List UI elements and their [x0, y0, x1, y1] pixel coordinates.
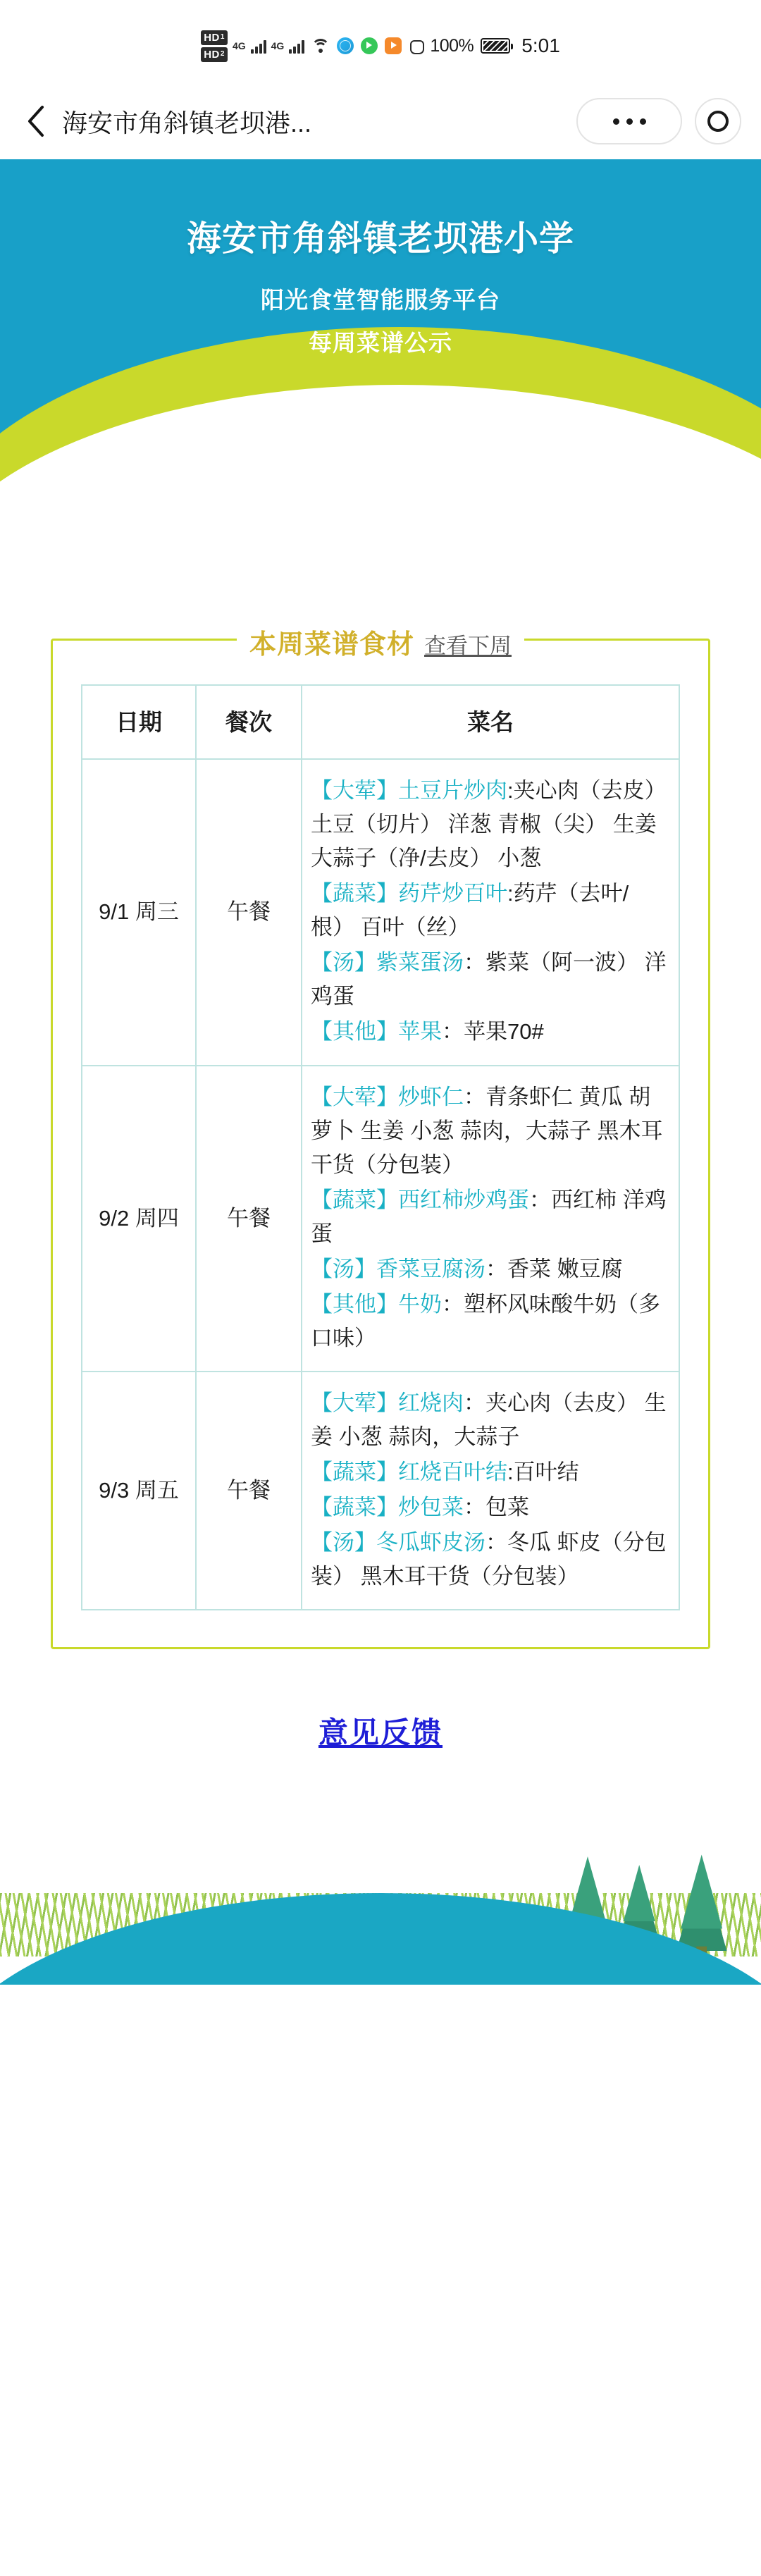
table-row	[82, 1372, 679, 1610]
table-row	[82, 759, 679, 1065]
nav-actions	[576, 98, 741, 144]
dish-tag: 【汤】	[311, 950, 376, 975]
battery-icon	[481, 38, 510, 54]
dish-name: 紫菜蛋汤	[376, 950, 464, 975]
dish-ingredients: 夹心肉（去皮） 生姜 小葱 蒜肉，大蒜子	[311, 1390, 667, 1449]
hd-sub-1: 1	[220, 33, 225, 41]
nav-bar	[0, 83, 761, 159]
dish-name: 药芹炒百叶	[398, 881, 507, 906]
dish-ingredients: 香菜 嫩豆腐	[507, 1256, 623, 1281]
battery-percent: 100%	[430, 35, 474, 56]
signal-bars-icon-2	[289, 38, 304, 54]
dish-ingredients: 苹果70#	[464, 1019, 544, 1044]
dish-ingredients: 药芹（去叶/根） 百叶（丝）	[311, 881, 629, 940]
dish-name: 苹果	[398, 1019, 442, 1044]
dish-ingredients: 百叶结	[513, 1459, 579, 1484]
dish-ingredients: 夹心肉（去皮） 土豆（切片） 洋葱 青椒（尖） 生姜 大蒜子（净/去皮） 小葱	[311, 778, 667, 871]
dish-name: 红烧肉	[398, 1390, 464, 1415]
dish-name: 牛奶	[398, 1291, 442, 1317]
dish-separator: ：	[529, 1187, 551, 1212]
dish-item	[311, 1288, 670, 1355]
dish-name: 红烧百叶结	[398, 1459, 507, 1484]
dish-separator: ：	[485, 1530, 507, 1555]
dish-tag: 【其他】	[311, 1291, 398, 1317]
header-banner	[0, 159, 761, 596]
media-play-icon	[361, 37, 378, 54]
table-header-row	[82, 685, 679, 759]
panel-header	[237, 622, 524, 661]
cell-dishes	[302, 759, 679, 1065]
dish-tag: 【蔬菜】	[311, 1187, 398, 1212]
banner-text-block	[0, 159, 761, 358]
dish-name: 炒虾仁	[398, 1084, 464, 1109]
chevron-left-icon	[26, 105, 46, 137]
dish-tag: 【汤】	[311, 1256, 376, 1281]
table-row	[82, 1066, 679, 1372]
network-type-1: 4G	[232, 40, 246, 51]
dish-tag: 【蔬菜】	[311, 1459, 398, 1484]
dish-separator: ：	[464, 1084, 485, 1109]
dish-separator: ：	[464, 950, 485, 975]
dish-ingredients: 青条虾仁 黄瓜 胡萝卜 生姜 小葱 蒜肉，大蒜子 黑木耳干货（分包装）	[311, 1084, 663, 1177]
cell-meal: 午餐	[196, 1066, 302, 1372]
dish-item	[311, 1526, 670, 1594]
close-miniprogram-button[interactable]	[695, 98, 741, 144]
hd-badges	[201, 30, 228, 62]
feedback-link[interactable]: 意见反馈	[318, 1716, 443, 1750]
menu-panel	[51, 630, 710, 1649]
banner-subtitle: 每周菜谱公示	[309, 330, 452, 356]
dish-ingredients: 塑杯风味酸牛奶（多口味）	[311, 1291, 660, 1350]
dish-separator: :	[507, 1459, 514, 1484]
cell-dishes	[302, 1066, 679, 1372]
dish-separator: ：	[464, 1495, 485, 1520]
dish-item	[311, 1252, 670, 1286]
wifi-icon	[311, 39, 330, 53]
dish-name: 土豆片炒肉	[398, 778, 507, 803]
clock: 5:01	[521, 35, 560, 56]
dish-ingredients: 冬瓜 虾皮（分包装） 黑木耳干货（分包装）	[311, 1530, 667, 1589]
cell-meal: 午餐	[196, 759, 302, 1065]
dish-name: 冬瓜虾皮汤	[376, 1530, 485, 1555]
cell-dishes	[302, 1372, 679, 1610]
school-name: 海安市角斜镇老坝港小学	[186, 220, 574, 258]
dish-item	[311, 1455, 670, 1489]
dish-separator: ：	[464, 1390, 485, 1415]
dish-tag: 【蔬菜】	[311, 1495, 398, 1520]
page-title: 海安市角斜镇老坝港...	[62, 108, 312, 137]
dish-item	[311, 1386, 670, 1454]
footer-illustration	[0, 1816, 761, 1985]
column-header-dish: 菜名	[302, 685, 679, 759]
hd-sim2-icon	[201, 47, 228, 62]
dish-item	[311, 1015, 670, 1049]
dish-name: 香菜豆腐汤	[376, 1256, 485, 1281]
dish-tag: 【大荤】	[311, 1084, 398, 1109]
dish-tag: 【大荤】	[311, 1390, 398, 1415]
dish-item	[311, 946, 670, 1013]
dish-item	[311, 1183, 670, 1251]
dish-ingredients: 紫菜（阿一波） 洋鸡蛋	[311, 950, 667, 1009]
hd-label-1: HD	[204, 31, 220, 44]
back-button[interactable]	[20, 105, 52, 137]
dish-separator: :	[507, 778, 514, 803]
signal-bars-icon-1	[251, 38, 266, 54]
dish-tag: 【蔬菜】	[311, 881, 398, 906]
dish-separator: ：	[485, 1256, 507, 1281]
dish-ingredients: 包菜	[485, 1495, 529, 1520]
dish-name: 炒包菜	[398, 1495, 464, 1520]
browser-icon	[337, 37, 354, 54]
cell-date: 9/3 周五	[82, 1372, 196, 1610]
dish-item	[311, 1080, 670, 1182]
dish-item	[311, 1491, 670, 1524]
dish-tag: 【其他】	[311, 1019, 398, 1044]
dish-separator: ：	[442, 1291, 464, 1317]
more-options-button[interactable]	[576, 98, 682, 144]
more-dots-icon	[640, 118, 646, 125]
column-header-meal: 餐次	[196, 685, 302, 759]
dish-tag: 【大荤】	[311, 778, 398, 803]
hd-sub-2: 2	[220, 50, 225, 58]
dish-item	[311, 877, 670, 944]
dish-name: 西红柿炒鸡蛋	[398, 1187, 529, 1212]
dish-separator: ：	[442, 1019, 464, 1044]
feedback-section	[0, 1710, 761, 1752]
dish-item	[311, 774, 670, 875]
status-bar	[0, 0, 761, 83]
hd-sim1-icon	[201, 30, 228, 45]
network-type-2: 4G	[271, 40, 285, 51]
cell-date: 9/2 周四	[82, 1066, 196, 1372]
cell-date: 9/1 周三	[82, 759, 196, 1065]
sim-indicators	[201, 30, 304, 62]
column-header-date: 日期	[82, 685, 196, 759]
more-dots-icon	[626, 118, 633, 125]
video-play-icon	[385, 37, 402, 54]
alarm-icon	[409, 38, 423, 54]
menu-table	[81, 684, 680, 1610]
cell-meal: 午餐	[196, 1372, 302, 1610]
more-dots-icon	[613, 118, 619, 125]
dish-separator: :	[507, 881, 514, 906]
dish-tag: 【汤】	[311, 1530, 376, 1555]
dish-ingredients: 西红柿 洋鸡蛋	[311, 1187, 667, 1246]
hd-label-2: HD	[204, 48, 220, 61]
main-content	[0, 630, 761, 1816]
platform-name: 阳光食堂智能服务平台	[261, 287, 500, 313]
panel-title-text: 本周菜谱食材	[249, 630, 415, 660]
view-next-week-link[interactable]: 查看下周	[424, 634, 512, 658]
